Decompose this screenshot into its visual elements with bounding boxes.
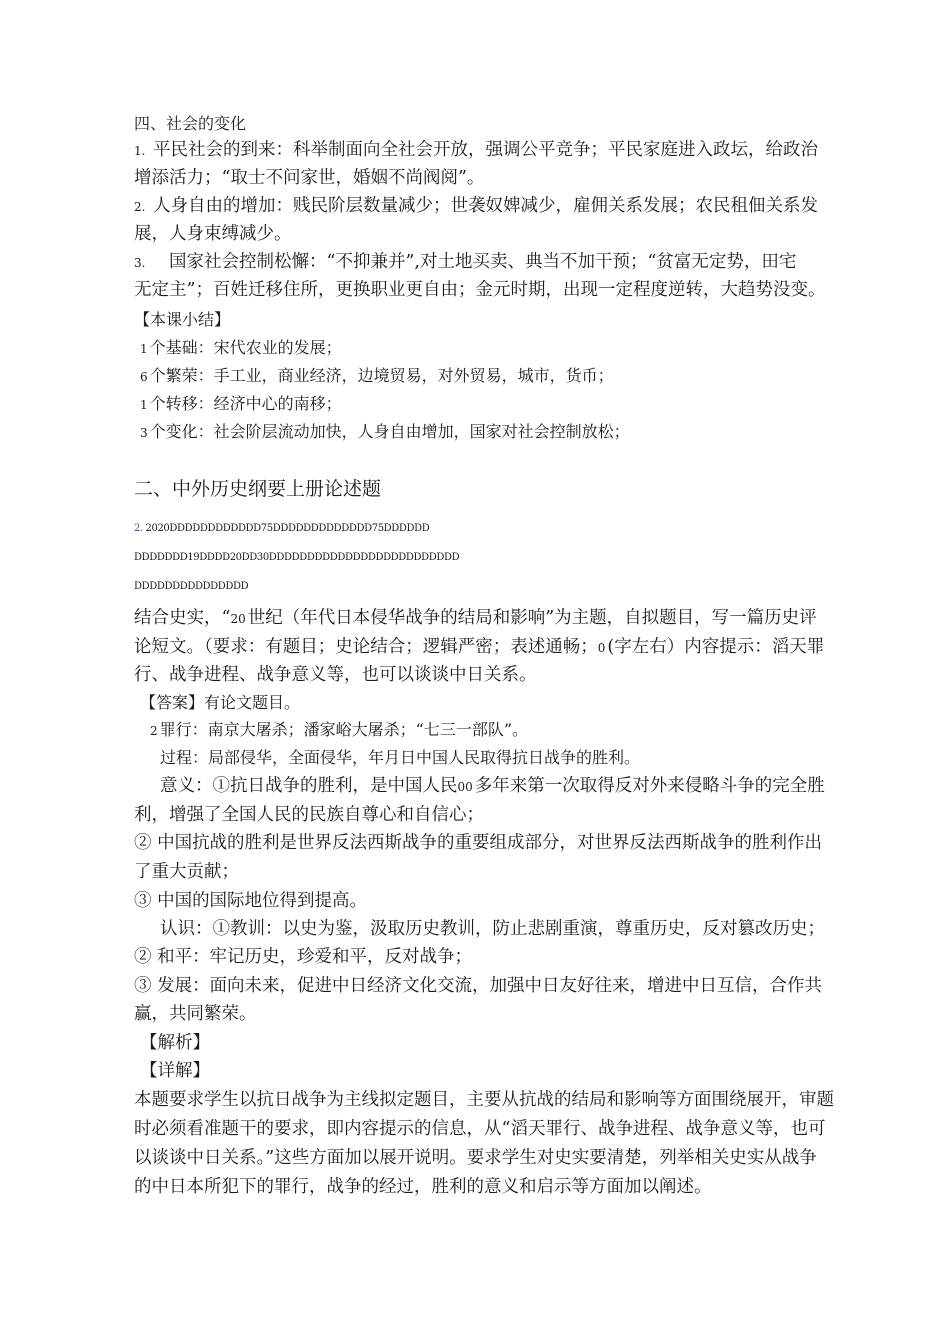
- item3-text: 国家社会控制松懈：“不抑兼并”,对土地买卖、典当不加干预；“贫富无定势，田宅: [169, 252, 797, 272]
- answer-meaning-line1: [160, 776, 825, 797]
- question-line1: [134, 608, 817, 629]
- answer-insight: 认识：①教训：以史为鉴，汲取历史教训，防止悲剧重演，尊重历史，反对篡改历史；: [160, 919, 825, 939]
- summary-title: 【本课小结】: [134, 310, 231, 329]
- summary-item-text: 个基础：宋代农业的发展；: [149, 338, 342, 357]
- item1-number: 1.: [134, 144, 146, 158]
- answer-development-line2: 赢，共同繁荣。: [134, 1004, 257, 1024]
- answer-crime: [150, 720, 528, 741]
- answer-development-line1: ③ 发展：面向未来，促进中日经济文化交流，加强中日友好往来，增进中日互信，合作共: [134, 976, 823, 996]
- summary-item: [140, 338, 342, 359]
- summary-item-number: 1: [140, 342, 148, 356]
- summary-item: [140, 394, 342, 415]
- analysis-title: 【解析】: [140, 1033, 210, 1053]
- question-text: (字左右）内容提示：滔天罪: [607, 637, 825, 657]
- answer-meaning-number: 00: [457, 780, 473, 794]
- summary-item: [140, 366, 614, 387]
- answer-meaning2-line1: ② 中国抗战的胜利是世界反法西斯战争的重要组成部分，对世界反法西斯战争的胜利作出: [134, 833, 823, 853]
- garbled-question-line2: DDDDDDD19DDDD20DD30DDDDDDDDDDDDDDDDDDDDDDDDD: [134, 552, 460, 563]
- answer-process: 过程：局部侵华，全面侵华，年月日中国人民取得抗日战争的胜利。: [160, 748, 641, 767]
- summary-item-number: 3: [140, 426, 148, 440]
- garbled-text: 2020DDDDDDDDDDDD75DDDDDDDDDDDDD75DDDDDD: [145, 523, 430, 534]
- question-line3: 行、战争进程、战争意义等，也可以谈谈中日关系。: [134, 665, 537, 685]
- answer-meaning-text: 意义：①抗日战争的胜利，是中国人民: [160, 776, 458, 796]
- question-number: 2.: [134, 523, 143, 534]
- item1-line2: 增添活力；“取士不问家世，婚姻不尚阀阅”。: [134, 168, 485, 188]
- answer-meaning-line2: 利，增强了全国人民的民族自尊心和自信心；: [134, 805, 484, 825]
- summary-item-text: 个转移：经济中心的南移；: [149, 394, 342, 413]
- summary-item-text: 个繁荣：手工业，商业经济，边境贸易，对外贸易，城市，货币；: [149, 366, 614, 385]
- detail-line1: 本题要求学生以抗日战争为主线拟定题目，主要从抗战的结局和影响等方面围绕展开，审题: [134, 1090, 834, 1110]
- answer-meaning2-line2: 了重大贡献；: [134, 862, 239, 882]
- summary-item: [140, 422, 630, 443]
- garbled-question-line3: DDDDDDDDDDDDDDD: [134, 581, 249, 592]
- item2-line2: 展，人身束缚减少。: [134, 224, 292, 244]
- answer-title: 【答案】有论文题目。: [140, 693, 301, 712]
- answer-peace: ② 和平：牢记历史，珍爱和平，反对战争；: [134, 947, 473, 967]
- answer-crime-text: 罪行：南京大屠杀；潘家峪大屠杀；“七三一部队”。: [159, 720, 529, 739]
- summary-item-text: 个变化：社会阶层流动加快，人身自由增加，国家对社会控制放松；: [149, 422, 630, 441]
- question-line2: [134, 637, 824, 658]
- answer-meaning-text: 多年来第一次取得反对外来侵略斗争的完全胜: [474, 776, 825, 796]
- question-text: 结合史实，“: [134, 608, 231, 628]
- question-text: 世纪（年代日本侵华战争的结局和影响”为主题，自拟题目，写一篇历史评: [247, 608, 817, 628]
- answer-meaning3: ③ 中国的国际地位得到提高。: [134, 891, 368, 911]
- section-title-social-change: 四、社会的变化: [134, 114, 247, 133]
- detail-line2: 时必须看准题干的要求，即内容提示的信息，从“滔天罪行、战争进程、战争意义等，也可: [134, 1119, 826, 1139]
- summary-item-number: 6: [140, 370, 148, 384]
- item3-line1: [134, 252, 796, 273]
- question-number-inline: 20: [230, 612, 246, 626]
- detail-title: 【详解】: [140, 1061, 210, 1081]
- answer-crime-number: 2: [150, 724, 158, 738]
- item2-text: 人身自由的增加：贱民阶层数量减少；世袭奴婢减少，雇佣关系发展；农民租佃关系发: [153, 196, 819, 216]
- detail-line4: 的中日本所犯下的罪行，战争的经过，胜利的意义和启示等方面加以阐述。: [134, 1177, 712, 1197]
- question-number-inline: 0: [597, 641, 606, 655]
- item2-number: 2.: [134, 200, 146, 214]
- section-title-essay-questions: 二、中外历史纲要上册论述题: [134, 478, 382, 500]
- item3-number: 3.: [134, 256, 146, 270]
- item3-line2: 无定主”；百姓迁移住所，更换职业更自由；金元时期，出现一定程度逆转，大趋势没变。: [134, 280, 826, 300]
- question-text: 论短文。（要求：有题目；史论结合；逻辑严密；表述通畅；: [134, 637, 598, 657]
- garbled-question-line1: [134, 519, 429, 539]
- item2-line1: [134, 196, 818, 217]
- summary-item-number: 1: [140, 398, 148, 412]
- item1-line1: [134, 140, 818, 161]
- detail-line3: 以谈谈中日关系。”这些方面加以展开说明。要求学生对史实要清楚，列举相关史实从战争: [134, 1148, 817, 1168]
- item1-text: 平民社会的到来：科举制面向全社会开放，强调公平竞争；平民家庭进入政坛，给政治: [153, 140, 819, 160]
